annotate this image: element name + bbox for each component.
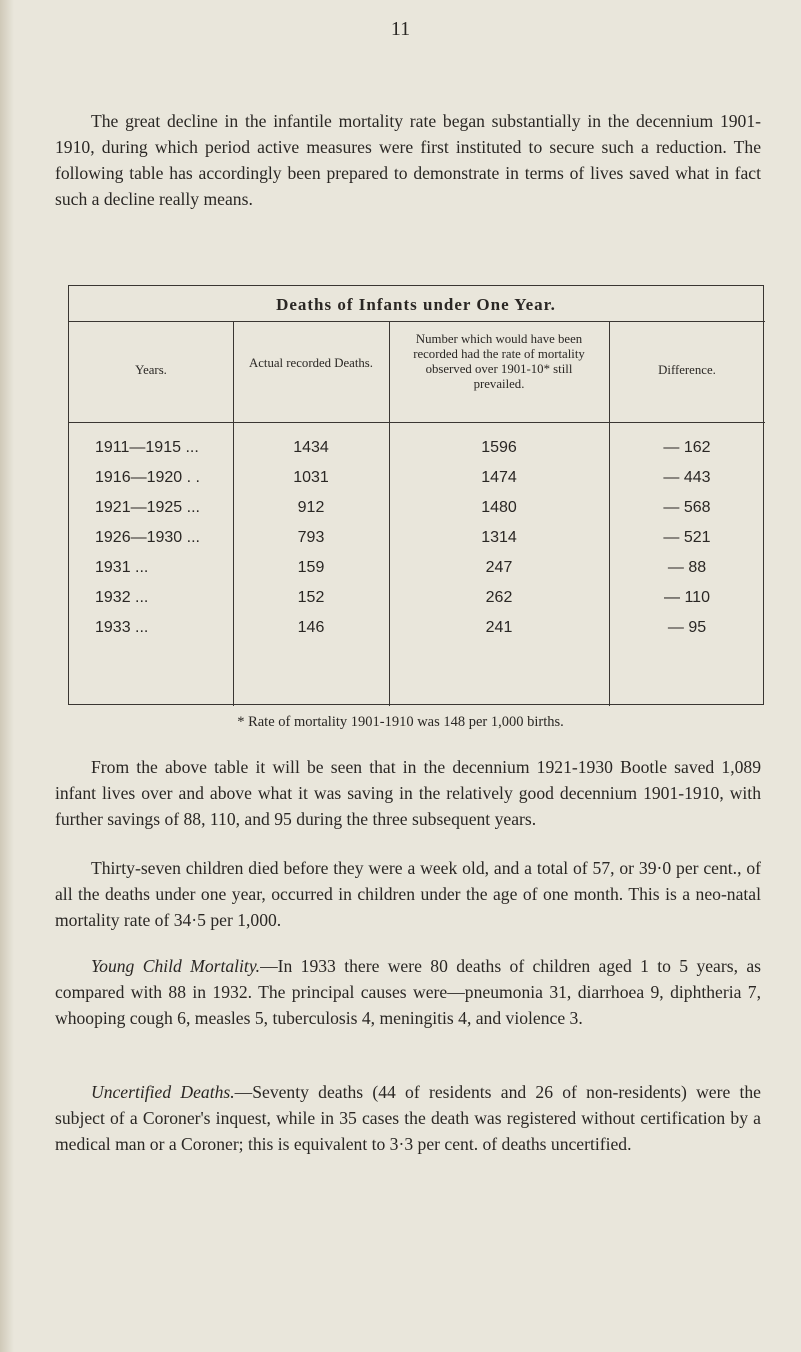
table-row [69, 499, 765, 525]
header-actual-deaths: Actual recorded Deaths. [248, 356, 373, 370]
cell-expected: 1314 [481, 529, 517, 546]
cell-years: 1921—1925 ... [95, 499, 200, 516]
header-difference: Difference. [658, 363, 716, 377]
cell-difference: — 568 [663, 499, 711, 516]
cell-actual: 793 [297, 529, 325, 546]
cell-years: 1933 ... [95, 619, 149, 636]
cell-years: 1916—1920 . . [95, 469, 200, 486]
header-rule [69, 422, 765, 423]
cell-years: 1931 ... [95, 559, 149, 576]
savings-paragraph: From the above table it will be seen that in the decennium 1921-1930 Bootle saved 1,089 infant lives over and above what it was saving in the relatively good decennium 1901-1910, with further savings of 88, 110, and 95 during the three subsequent years. [55, 757, 761, 829]
cell-expected: 241 [485, 619, 513, 636]
cell-expected: 247 [485, 559, 513, 576]
cell-difference: — 95 [667, 619, 707, 636]
young-child-text: —In 1933 there were 80 deaths of children aged 1 to 5 years, as compared with 88 in 1932. The principal causes were—pneumonia 31, diarrhoea 9, diphtheria 7, whooping cough 6, measles 5, tuberculosis 4, meningitis 4, and violence 3. [55, 956, 761, 1028]
infant-deaths-table [68, 285, 764, 705]
table-row [69, 559, 765, 585]
intro-paragraph: The great decline in the infantile mortality rate began substantially in the decennium 1901-1910, during which period active measures were first instituted to secure such a reduction. The following table has accordingly been prepared to demonstrate in terms of lives saved what in fact such a decline really means. [55, 111, 761, 209]
uncertified-text: —Seventy deaths (44 of residents and 26 of non-residents) were the subject of a Coroner's inquest, while in 35 cases the death was registered without certification by a medical man or a Coroner; this is equivalent to 3·3 per cent. of deaths uncertified. [55, 1082, 761, 1154]
cell-difference: — 88 [667, 559, 707, 576]
cell-actual: 159 [297, 559, 325, 576]
neonatal-paragraph: Thirty-seven children died before they were a week old, and a total of 57, or 39·0 per cent., of all the deaths under one year, occurred in children under the age of one month. This is a neo-natal mortality rate of 34·5 per 1,000. [55, 858, 761, 930]
table-row [69, 589, 765, 615]
cell-expected: 1480 [481, 499, 517, 516]
young-child-paragraph [55, 953, 761, 1031]
table-row [69, 529, 765, 555]
young-child-heading: Young Child Mortality. [91, 956, 261, 976]
table-row [69, 439, 765, 465]
header-years: Years. [135, 363, 167, 377]
table-footnote: * Rate of mortality 1901-1910 was 148 per 1,000 births. [237, 714, 564, 730]
page-edge [0, 0, 14, 1352]
uncertified-paragraph [55, 1079, 761, 1157]
cell-actual: 152 [297, 589, 325, 606]
title-rule [69, 321, 765, 322]
cell-actual: 146 [297, 619, 325, 636]
cell-years: 1932 ... [95, 589, 149, 606]
page-number: 11 [390, 18, 411, 40]
table-title: Deaths of Infants under One Year. [276, 295, 556, 314]
header-expected-deaths: Number which would have been recorded had the rate of mortality observed over 1901-10* still prevailed. [413, 332, 585, 391]
cell-difference: — 443 [663, 469, 711, 486]
cell-expected: 1596 [481, 439, 517, 456]
table-row [69, 619, 765, 645]
cell-actual: 912 [297, 499, 325, 516]
cell-years: 1911—1915 ... [95, 439, 199, 456]
cell-difference: — 110 [664, 589, 710, 606]
cell-actual: 1031 [293, 469, 329, 486]
cell-expected: 1474 [481, 469, 517, 486]
cell-actual: 1434 [293, 439, 329, 456]
table-row [69, 469, 765, 495]
cell-difference: — 521 [663, 529, 711, 546]
cell-years: 1926—1930 ... [95, 529, 200, 546]
cell-difference: — 162 [663, 439, 711, 456]
uncertified-heading: Uncertified Deaths. [91, 1082, 235, 1102]
cell-expected: 262 [485, 589, 513, 606]
